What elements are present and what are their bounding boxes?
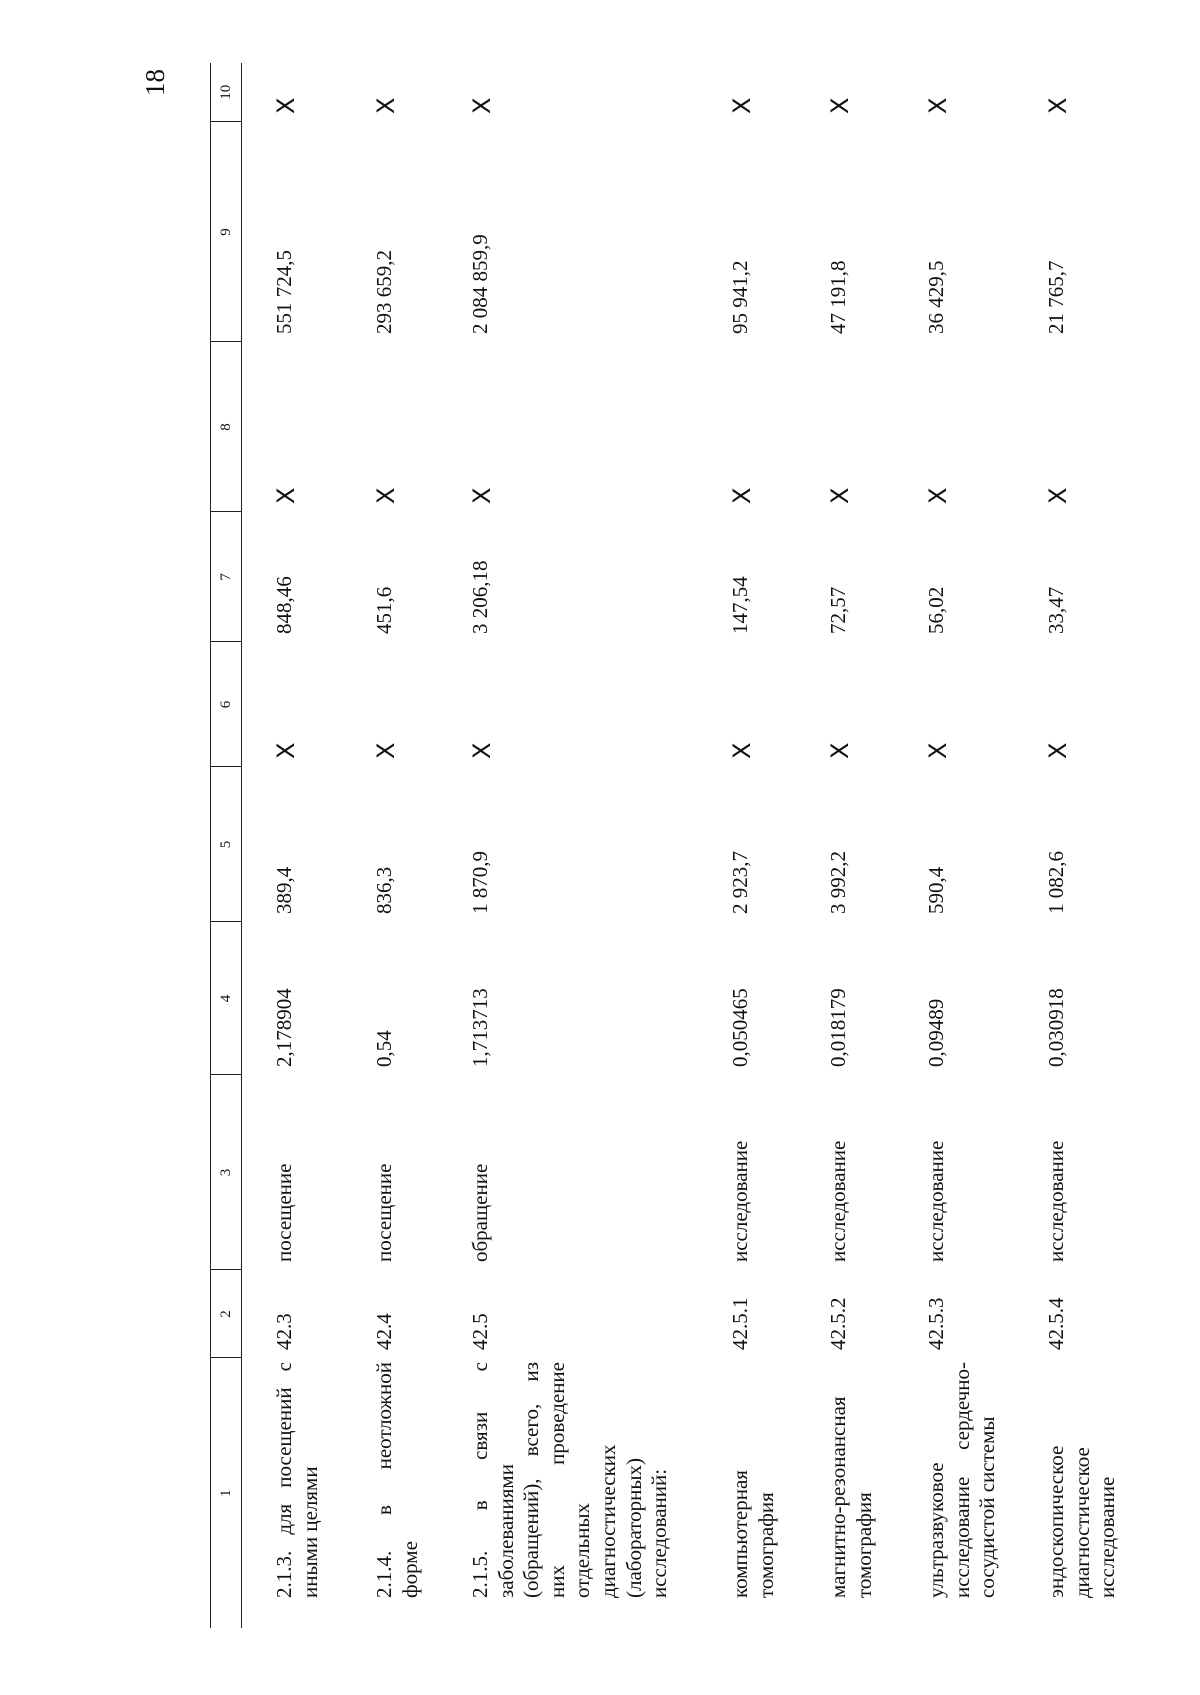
row-unit: исследование [1044, 1140, 1068, 1262]
cell-col8: X [468, 487, 496, 504]
row-name: 2.1.3. для посещений с иными целями [272, 1362, 322, 1598]
cell-col6: X [924, 742, 952, 759]
table-row [698, 63, 796, 1628]
cell-col5: 3 992,2 [826, 851, 850, 914]
cell-col9: 551 724,5 [272, 250, 296, 334]
column-header: 2 [211, 1270, 242, 1358]
cell-col4: 0,018179 [826, 988, 850, 1067]
cell-col7: 848,46 [272, 576, 296, 634]
cell-col7: 147,54 [728, 576, 752, 634]
cell-col4: 0,030918 [1044, 988, 1068, 1067]
row-name: 2.1.4. в неотложной форме [372, 1362, 422, 1598]
row-name: 2.1.5. в связи с заболеваниями (обращений), всего, из них проведение отдельных диагностических (лабораторных) исследований: [468, 1362, 672, 1598]
column-header: 3 [211, 1075, 242, 1270]
cell-col10: X [728, 97, 756, 114]
cell-col9: 293 659,2 [372, 250, 396, 334]
column-header: 8 [211, 342, 242, 512]
cell-col7: 56,02 [924, 586, 948, 634]
row-name: ультразвуковое исследование сердечно-сосудистой системы [924, 1362, 1000, 1598]
column-header: 1 [211, 1358, 242, 1628]
cell-col9: 47 191,8 [826, 260, 850, 334]
cell-col4: 2,178904 [272, 988, 296, 1067]
cell-col4: 1,713713 [468, 988, 492, 1067]
cell-col10: X [468, 97, 496, 114]
row-name: магнитно-резонансная томография [826, 1396, 876, 1598]
cell-col7: 72,57 [826, 586, 850, 634]
cell-col8: X [826, 487, 854, 504]
cell-col5: 836,3 [372, 866, 396, 914]
row-unit: исследование [728, 1140, 752, 1262]
cell-col9: 36 429,5 [924, 260, 948, 334]
table-row [894, 63, 1014, 1628]
table-row [242, 63, 343, 1628]
header-row [211, 63, 242, 1628]
cell-col7: 33,47 [1044, 586, 1068, 634]
cell-col6: X [372, 742, 400, 759]
row-unit: посещение [272, 1163, 296, 1262]
row-code: 42.5.4 [1044, 1297, 1068, 1350]
cell-col10: X [1044, 97, 1072, 114]
cell-col10: X [372, 97, 400, 114]
cell-col8: X [372, 487, 400, 504]
row-code: 42.5.2 [826, 1297, 850, 1350]
data-table [210, 63, 1134, 1628]
column-header: 9 [211, 122, 242, 342]
cell-col6: X [272, 742, 300, 759]
column-header: 6 [211, 642, 242, 767]
cell-col5: 389,4 [272, 866, 296, 914]
cell-col6: X [728, 742, 756, 759]
row-unit: обращение [468, 1163, 492, 1262]
cell-col10: X [826, 97, 854, 114]
cell-col9: 2 084 859,9 [468, 234, 492, 334]
cell-col6: X [826, 742, 854, 759]
cell-col4: 0,050465 [728, 988, 752, 1067]
cell-col10: X [924, 97, 952, 114]
row-code: 42.5.3 [924, 1297, 948, 1350]
row-code: 42.5.1 [728, 1297, 752, 1350]
cell-col5: 1 082,6 [1044, 851, 1068, 914]
cell-col7: 3 206,18 [468, 560, 492, 634]
column-header: 4 [211, 922, 242, 1075]
rotated-table-container [210, 63, 1120, 1628]
row-code: 42.3 [272, 1313, 296, 1350]
cell-col8: X [272, 487, 300, 504]
row-name: эндоскопическое диагностическое исследование [1044, 1445, 1120, 1598]
cell-col9: 95 941,2 [728, 260, 752, 334]
cell-col5: 1 870,9 [468, 851, 492, 914]
column-header: 10 [211, 63, 242, 122]
cell-col10: X [272, 97, 300, 114]
row-name: компьютерная томография [728, 1470, 778, 1598]
row-code: 42.4 [372, 1313, 396, 1350]
cell-col8: X [728, 487, 756, 504]
table-row [1014, 63, 1134, 1628]
cell-col4: 0,54 [372, 1030, 396, 1067]
column-header: 5 [211, 767, 242, 922]
cell-col4: 0,09489 [924, 998, 948, 1067]
row-unit: посещение [372, 1163, 396, 1262]
table-row [342, 63, 438, 1628]
cell-col8: X [924, 487, 952, 504]
cell-col5: 590,4 [924, 866, 948, 914]
cell-col6: X [468, 742, 496, 759]
table-row [438, 63, 698, 1628]
page-number: 18 [140, 69, 170, 96]
cell-col7: 451,6 [372, 586, 396, 634]
cell-col5: 2 923,7 [728, 851, 752, 914]
row-unit: исследование [924, 1140, 948, 1262]
cell-col6: X [1044, 742, 1072, 759]
table-row [796, 63, 894, 1628]
column-header: 7 [211, 512, 242, 642]
cell-col8: X [1044, 487, 1072, 504]
row-unit: исследование [826, 1140, 850, 1262]
cell-col9: 21 765,7 [1044, 260, 1068, 334]
row-code: 42.5 [468, 1313, 492, 1350]
